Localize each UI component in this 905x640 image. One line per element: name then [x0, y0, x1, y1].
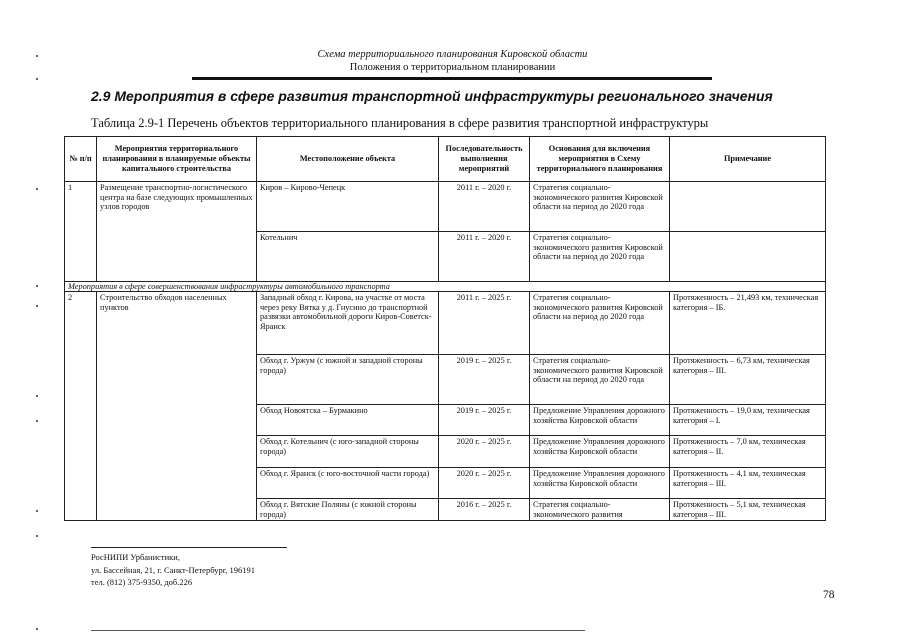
cell-location: Обход г. Яранск (с юго-восточной части города): [257, 468, 439, 499]
footer-address: ул. Бассейная, 21, г. Санкт-Петербург, 196191: [91, 565, 255, 575]
cell-period: 2011 г. – 2020 г.: [439, 182, 530, 232]
scan-mark: [36, 55, 38, 57]
section-title: 2.9 Мероприятия в сфере развития транспортной инфраструктуры регионального значения: [91, 88, 773, 104]
table-row: [65, 182, 826, 232]
cell-period: 2011 г. – 2025 г.: [439, 292, 530, 355]
cell-note: Протяженность – 6,73 км, техническая категория – III.: [670, 355, 826, 405]
cell-note: Протяженность – 5,1 км, техническая категория – III.: [670, 499, 826, 521]
running-header-subtitle: Положения о территориальном планировании: [349, 62, 556, 73]
row-number: 1: [65, 182, 97, 282]
cell-location: Обход г. Уржум (с южной и западной стороны города): [257, 355, 439, 405]
row-number: 2: [65, 292, 97, 521]
header-rule: [192, 77, 712, 80]
cell-period: 2020 г. – 2025 г.: [439, 468, 530, 499]
cell-location: Обход г. Котельнич (с юго-западной стороны города): [257, 436, 439, 468]
cell-location: Обход Новоятска – Бурмакино: [257, 405, 439, 436]
cell-period: 2020 г. – 2025 г.: [439, 436, 530, 468]
header-cell-measure: Мероприятия территориального планирования в планируемые объекты капитального строительства: [97, 137, 257, 182]
scan-mark: [36, 535, 38, 537]
footer-org: РосНИПИ Урбанистики,: [91, 552, 180, 562]
cell-basis: Предложение Управления дорожного хозяйства Кировской области: [530, 405, 670, 436]
section-row: [65, 282, 826, 292]
running-header-title: Схема территориального планирования Кировской области: [317, 49, 588, 60]
header-cell-period: Последовательность выполнения мероприятий: [439, 137, 530, 182]
scan-mark: [36, 285, 38, 287]
row-measure: Размещение транспортно-логистического центра на базе следующих промышленных узлов городов: [97, 182, 257, 282]
cell-location: Котельнич: [257, 232, 439, 282]
cell-period: 2019 г. – 2025 г.: [439, 355, 530, 405]
scan-mark: [36, 628, 38, 630]
header-cell-num: № п/п: [65, 137, 97, 182]
cell-basis: Предложение Управления дорожного хозяйства Кировской области: [530, 468, 670, 499]
page-number: 78: [823, 589, 835, 601]
scan-mark: [36, 78, 38, 80]
cell-basis: Предложение Управления дорожного хозяйства Кировской области: [530, 436, 670, 468]
footer-phone: тел. (812) 375-9350, доб.226: [91, 577, 193, 587]
cell-note: Протяженность – 21,493 км, техническая категория – IБ.: [670, 292, 826, 355]
cell-basis: Стратегия социально-экономического развития Кировской области на период до 2020 года: [530, 292, 670, 355]
bottom-rule: [91, 630, 585, 631]
scan-mark: [36, 510, 38, 512]
scan-mark: [36, 188, 38, 190]
table-header-row: [65, 137, 826, 182]
cell-basis: Стратегия социально-экономического развития Кировской области на период до 2020 года: [530, 355, 670, 405]
cell-location: Обход г. Вятские Поляны (с южной стороны города): [257, 499, 439, 521]
cell-location: Киров – Кирово-Чепецк: [257, 182, 439, 232]
scan-mark: [36, 420, 38, 422]
scan-mark: [36, 305, 38, 307]
header-cell-note: Примечание: [670, 137, 826, 182]
cell-note: Протяженность – 7,0 км, техническая категория – II.: [670, 436, 826, 468]
cell-note: [670, 182, 826, 232]
scan-mark: [36, 395, 38, 397]
cell-note: Протяженность – 19,0 км, техническая категория – I.: [670, 405, 826, 436]
cell-note: Протяженность – 4,1 км, техническая категория – III.: [670, 468, 826, 499]
cell-period: 2016 г. – 2025 г.: [439, 499, 530, 521]
cell-location: Западный обход г. Кирова, на участке от моста через реку Вятка у д. Гнусино до транспортной развязки автомобильной дороги Киров-Советск-Яранск: [257, 292, 439, 355]
header-cell-location: Местоположение объекта: [257, 137, 439, 182]
objects-table: [64, 136, 826, 521]
cell-note: [670, 232, 826, 282]
row-measure: Строительство обходов населенных пунктов: [97, 292, 257, 521]
table-row: [65, 292, 826, 355]
table-caption: Таблица 2.9-1 Перечень объектов территориального планирования в сфере развития транспортной инфраструктуры: [91, 116, 709, 130]
cell-basis: Стратегия социально-экономического развития Кировской области на период до 2020 года: [530, 182, 670, 232]
cell-period: 2019 г. – 2025 г.: [439, 405, 530, 436]
section-row-label: Мероприятия в сфере совершенствования инфраструктуры автомобильного транспорта: [65, 282, 826, 292]
cell-period: 2011 г. – 2020 г.: [439, 232, 530, 282]
header-cell-basis: Основания для включения мероприятия в Схему территориального планирования: [530, 137, 670, 182]
cell-basis: Стратегия социально-экономического развития Кировской области на период до 2020 года: [530, 232, 670, 282]
footer-rule: [91, 547, 287, 548]
cell-basis: Стратегия социально-экономического развития: [530, 499, 670, 521]
